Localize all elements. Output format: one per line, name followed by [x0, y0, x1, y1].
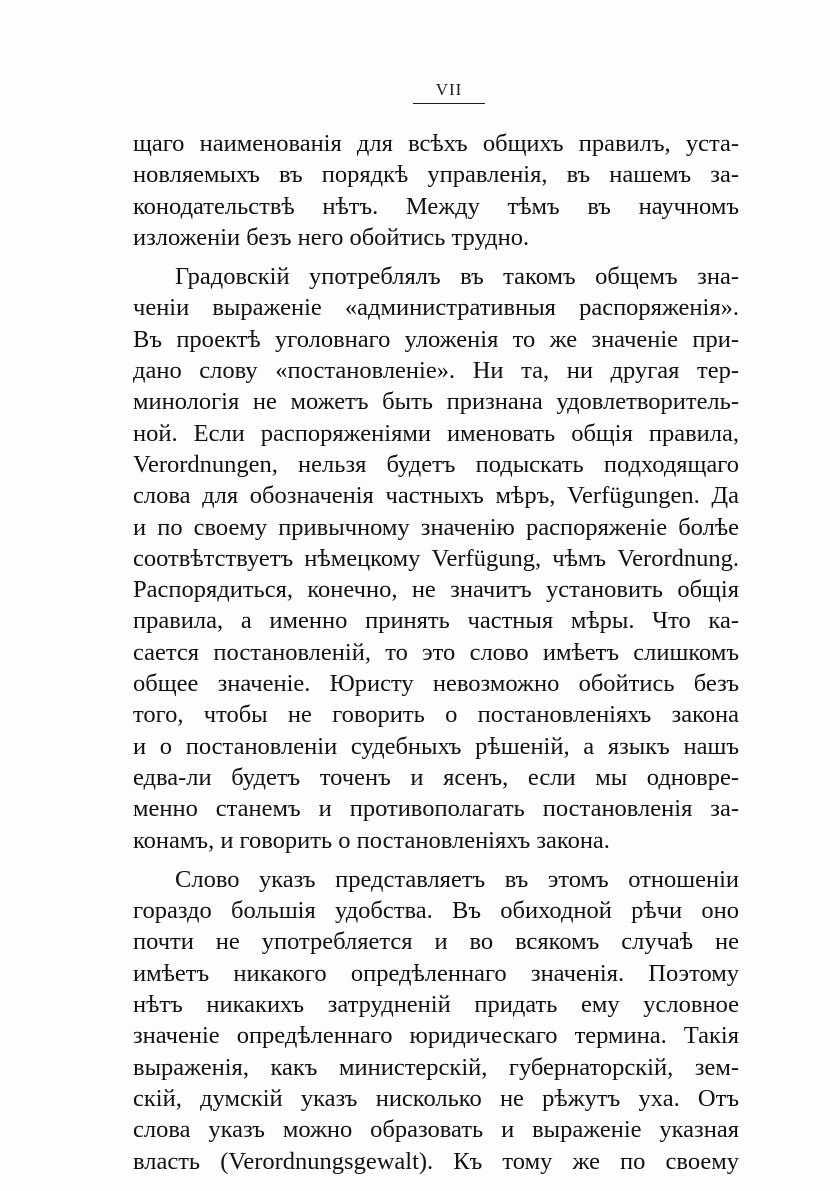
text-line: соотвѣтствуетъ нѣмецкому Verfügung, чѣмъ Verordnung. — [133, 544, 739, 572]
text-line: новляемыхъ въ порядкѣ управленія, въ нашемъ за- — [133, 161, 739, 189]
text-line: скій, думскій указъ нисколько не рѣжутъ уха. Отъ — [133, 1084, 739, 1112]
text-line: слова указъ можно образовать и выраженіе указная — [133, 1116, 739, 1144]
text-line: конамъ, и говорить о постановленіяхъ закона. — [133, 826, 610, 854]
text-line: и по своему привычному значенію распоряженіе болѣе — [133, 513, 739, 541]
page-number: VII — [435, 80, 463, 99]
text-line: дано слову «постановленіе». Ни та, ни другая тер- — [133, 357, 739, 385]
text-line: Въ проектѣ уголовнаго уложенія то же значеніе при- — [133, 325, 739, 353]
paragraph-1 — [133, 128, 739, 253]
text-line: нѣтъ никакихъ затрудненій придать ему условное — [133, 991, 739, 1019]
text-line: минологія не можетъ быть признана удовлетворитель- — [133, 388, 739, 416]
header-rule — [413, 103, 485, 104]
text-line: того, чтобы не говорить о постановленіяхъ закона — [133, 701, 739, 729]
text-line: почти не употребляется и во всякомъ случаѣ не — [133, 928, 739, 956]
text-line: изложеніи безъ него обойтись трудно. — [133, 223, 530, 251]
text-line: ченіи выраженіе «административныя распоряженія». — [133, 294, 739, 322]
text-line: общее значеніе. Юристу невозможно обойтись безъ — [133, 670, 739, 698]
text-line: Распорядиться, конечно, не значитъ установить общія — [133, 576, 739, 604]
text-line: сается постановленій, то это слово имѣетъ слишкомъ — [133, 638, 739, 666]
paragraph-gap — [133, 253, 739, 261]
text-line: и о постановленіи судебныхъ рѣшеній, а языкъ нашъ — [133, 732, 739, 760]
text-line: конодательствѣ нѣтъ. Между тѣмъ въ научномъ — [133, 192, 739, 220]
body-text — [133, 128, 739, 1177]
text-line: слова для обозначенія частныхъ мѣръ, Verfügungen. Да — [133, 482, 739, 510]
text-line: едва-ли будетъ точенъ и ясенъ, если мы одновре- — [133, 763, 739, 791]
text-line: Градовскій употреблялъ въ такомъ общемъ зна- — [175, 263, 739, 291]
text-line: правила, а именно принять частныя мѣры. Что ка- — [133, 607, 739, 635]
text-line: гораздо большія удобства. Въ обиходной рѣчи оно — [133, 897, 739, 925]
paragraph-2 — [133, 261, 739, 856]
paragraph-gap — [133, 856, 739, 864]
paragraph-3 — [133, 864, 739, 1177]
text-line: Verordnungen, нельзя будетъ подыскать подходящаго — [133, 450, 739, 478]
text-line: щаго наименованія для всѣхъ общихъ правилъ, уста- — [133, 130, 739, 157]
text-line: власть (Verordnungsgewalt). Къ тому же по своему — [133, 1147, 739, 1175]
text-line: Слово указъ представляетъ въ этомъ отношеніи — [175, 865, 739, 893]
text-line: значеніе опредѣленнаго юридическаго термина. Такія — [133, 1022, 739, 1050]
text-line: ной. Если распоряженіями именовать общія правила, — [133, 419, 739, 447]
text-line: выраженія, какъ министерскій, губернаторскій, зем- — [133, 1053, 739, 1081]
text-line: менно станемъ и противополагать постановленія за- — [133, 795, 739, 823]
text-line: имѣетъ никакого опредѣленнаго значенія. Поэтому — [133, 959, 739, 987]
